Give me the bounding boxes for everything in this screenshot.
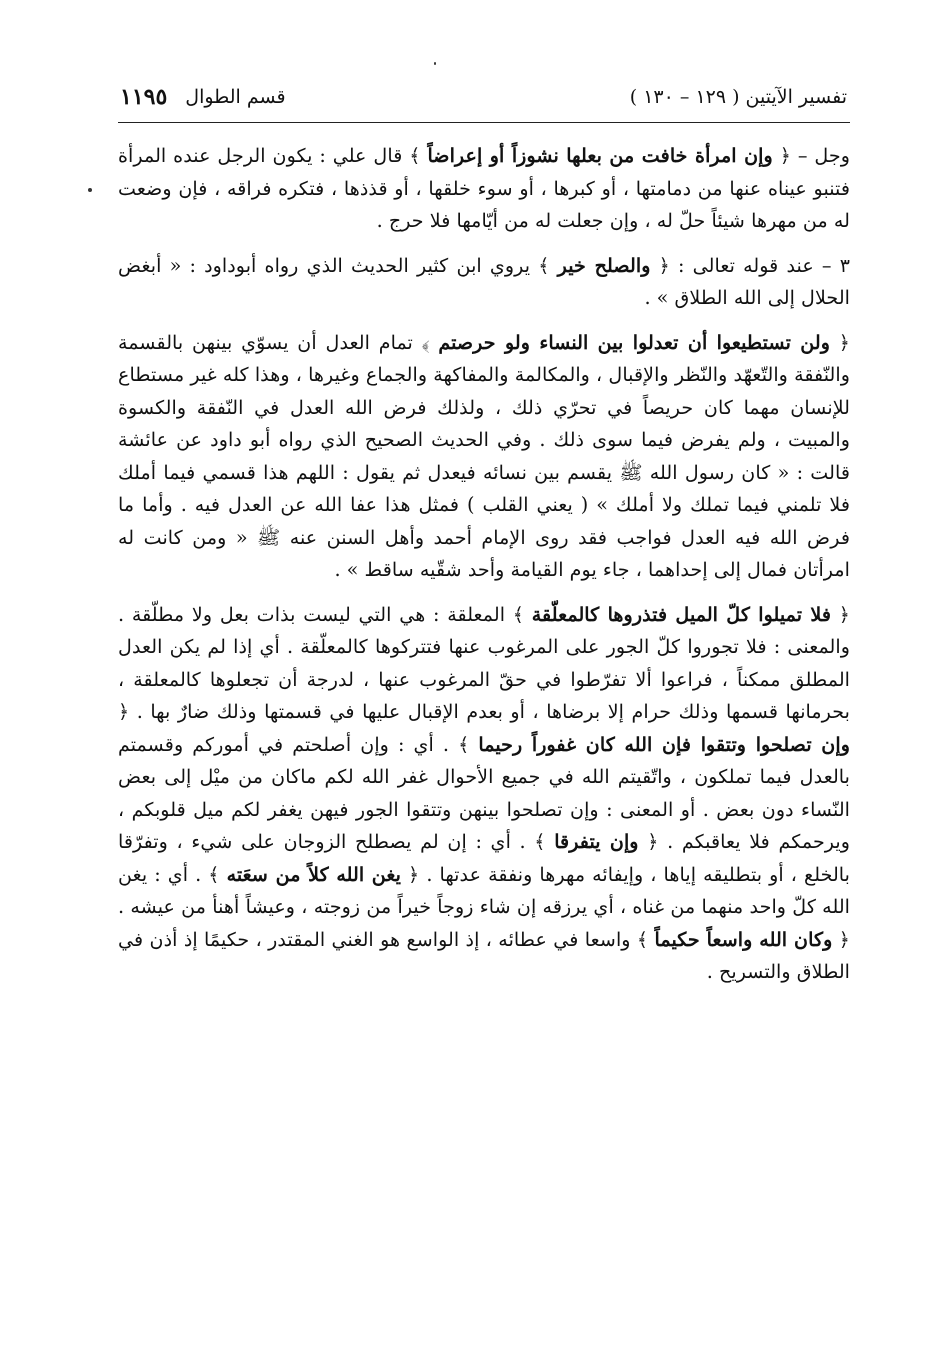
text-segment: ﴿ (830, 330, 851, 354)
quran-verse: يغن الله كلاً من سعَته (226, 862, 401, 886)
text-segment: ﴾ قال علي : يكون الرجل عنده المرأة فتنبو عيناه عنها من دمامتها ، أو كبرها ، أو سوء خلقها ، أو قذذها ، فتكره فراقه ، فإن وضعت له من مهرها شيئاً حلّ له ، وإن جعلت له من أيّامها فلا حرج . (118, 144, 850, 232)
text-segment: ٣ – عند قوله تعالى : ﴿ (650, 253, 850, 277)
text-segment: ﴾ المعلقة : هي التي ليست بذات بعل ولا مطلّقة . والمعنى : فلا تجوروا كلّ الجور على المرغوب عنها فتتركوها كالمعلّقة . أي إذا لم يكن العدل المطلق ممكناً ، فراعوا ألا تفرّطوا في حقّ المرغوب عنها ، لدرجة أن تجعلوها كالمعلقة ، بحرمانها قسمها وذلك حرام إلا برضاها ، أو بعدم الإقبال عليها في قسمتها وذلك ضارٌ بها . ﴿ (118, 602, 850, 723)
section-name: قسم الطوال (185, 86, 286, 108)
text-segment: ﴾ تمام العدل أن يسوّي بينهن بالقسمة والنّفقة والتّعهّد والنّظر والإقبال ، والمكالمة والمفاكهة والجماع وغيرها ، وهذا كله غير مستطاع للإنسان مهما كان حريصاً في تحرّي ذلك ، ولذلك فرض الله العدل في النّفقة والكسوة والمبيت ، ولم يفرض فيما سوى ذلك . وفي الحديث الصحيح الذي رواه أبو داود عن عائشة قالت : « كان رسول الله ﷺ يقسم بين نسائه فيعدل ثم يقول : اللهم هذا قسمي فيما أملك فلا تلمني فيما تملك ولا أملك » ( يعني القلب ) فمثل هذا عفا الله عن العدل فيه . وأما ما فرض الله فيه العدل فواجب فقد روى الإمام أحمد وأهل السنن عنه ﷺ « ومن كانت له امرأتان فمال إلى إحداهما ، جاء يوم القيامة وأحد شقّيه ساقط » . (118, 330, 850, 581)
quran-verse: فلا تميلوا كلّ الميل فتذروها كالمعلّقة (531, 602, 832, 626)
paragraph (118, 250, 850, 315)
page-body (118, 140, 850, 1001)
text-segment: ﴾ واسعا في عطائه ، إذ الواسع هو الغني المقتدر ، حكيمًا إذ أذن في الطلاق والتسريح . (118, 927, 850, 983)
quran-verse: وإن تصلحوا وتتقوا فإن الله كان غفوراً رحيما (478, 732, 850, 756)
header-left-group (120, 84, 286, 110)
quran-verse: وكان الله واسعاً حكيماً (654, 927, 833, 951)
text-segment: ﴾ . أي : يغن الله كلّ واحد منهما من غناه ، أي يرزقه إن شاء زوجاً خيراً من زوجته ، وعيشاً أهنأ من عيشه . ﴿ (118, 862, 850, 951)
quran-verse: ولن تستطيعوا أن تعدلوا بين النساء ولو حرصتم (438, 330, 830, 354)
scan-speck (88, 188, 92, 192)
quran-verse: وإن امرأة خافت من بعلها نشوزاً أو إعراضاً (427, 144, 773, 167)
page-number: ١١٩٥ (120, 84, 168, 110)
paragraph (118, 327, 850, 587)
paragraph (118, 599, 850, 989)
quran-verse: وإن يتفرقا (554, 830, 639, 853)
running-header (120, 80, 847, 114)
chapter-title: تفسير الآيتين ( ١٢٩ – ١٣٠ ) (629, 86, 847, 108)
text-segment: ﴾ . أي : وإن أصلحتم في أموركم وقسمتم بالعدل فيما تملكون ، واتّقيتم الله في جميع الأحوال غفر الله لكم ماكان من ميْل إلى بعض النّساء دون بعض . أو المعنى : وإن تصلحوا بينهن وتتقوا الجور فيهن يغفر لكم ميل قلوبكم ، ويرحمكم فلا يعاقبكم . ﴿ (118, 732, 851, 853)
text-segment: وجل – ﴿ (772, 144, 851, 167)
text-segment: ﴾ يروي ابن كثير الحديث الذي رواه أبوداود : « أبغض الحلال إلى الله الطلاق » . (118, 253, 850, 309)
quran-verse: والصلح خير (557, 253, 651, 277)
scan-speck (434, 62, 436, 65)
text-segment: ﴾ . أي : إن لم يصطلح الزوجان على شيء ، وتفرّقا بالخلع ، أو بتطليقه إياها ، وإيفائه مهرها ونفقة عدتها . ﴿ (118, 830, 850, 886)
header-rule (118, 122, 850, 123)
paragraph (118, 140, 850, 238)
text-segment: ﴿ (831, 602, 850, 626)
